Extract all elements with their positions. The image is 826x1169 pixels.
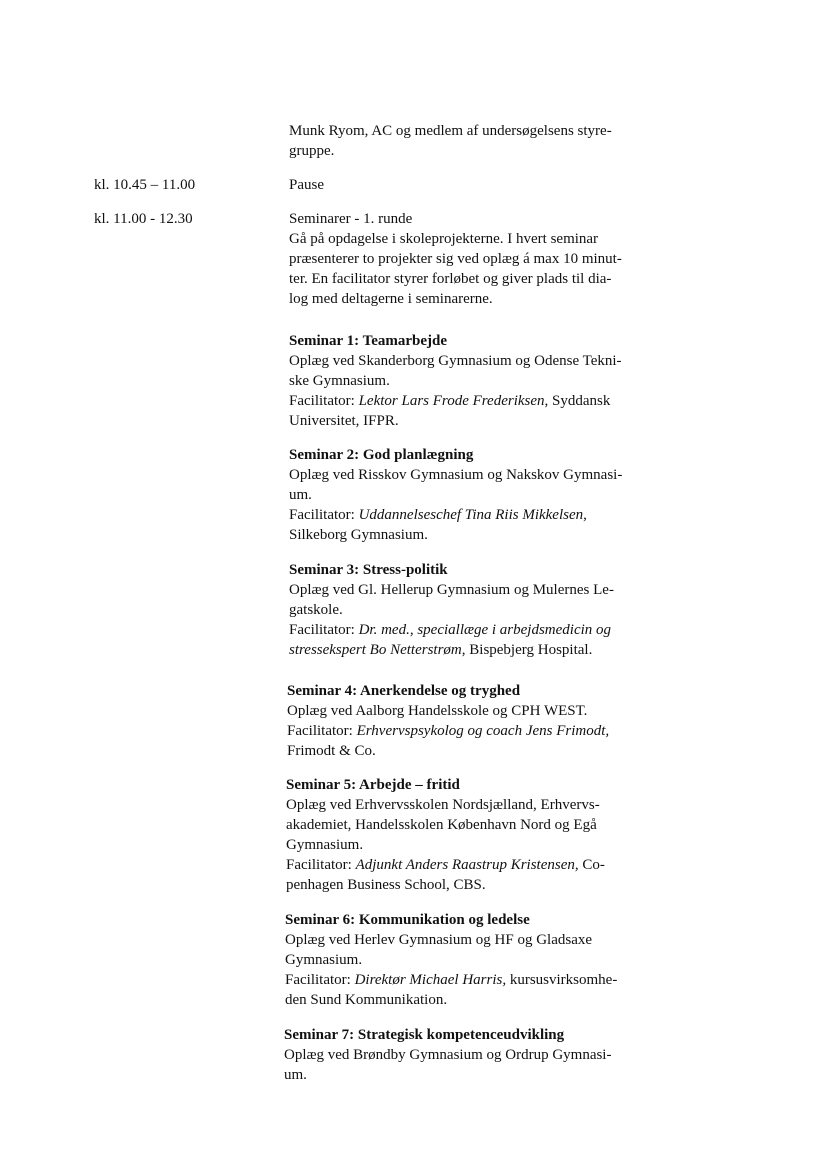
seminar-6: [285, 910, 617, 1010]
seminar-facilitator: [289, 391, 622, 411]
seminar-heading: Seminar 5: Arbejde – fritid: [286, 777, 460, 793]
seminar-4: [287, 681, 609, 761]
seminar-oplaeg-line: Oplæg ved Erhvervsskolen Nordsjælland, Erhvervs-: [286, 797, 600, 813]
schedule-description-line: præsenterer to projekter sig ved oplæg á max 10 minut-: [289, 251, 622, 267]
facilitator-label: Facilitator:: [286, 857, 352, 873]
seminar-5: [286, 775, 605, 895]
schedule-description-line: log med deltagerne i seminarerne.: [289, 291, 493, 307]
facilitator-affiliation-line: penhagen Business School, CBS.: [286, 877, 486, 893]
facilitator-name: Dr. med., speciallæge i arbejdsmedicin og: [358, 622, 612, 638]
seminar-oplaeg-line: Gymnasium.: [286, 837, 364, 853]
seminar-heading: Seminar 6: Kommunikation og ledelse: [285, 912, 530, 928]
seminar-1: [289, 331, 622, 431]
seminar-oplaeg-line: Gymnasium.: [285, 952, 363, 968]
facilitator-name: Uddannelseschef Tina Riis Mikkelsen: [358, 507, 584, 523]
seminar-oplaeg-line: akademiet, Handelsskolen København Nord og Egå: [286, 817, 597, 833]
schedule-time: kl. 10.45 – 11.00: [94, 177, 196, 193]
facilitator-label: Facilitator:: [289, 507, 355, 523]
seminar-facilitator-cont: [289, 640, 614, 660]
seminar-facilitator: [286, 855, 605, 875]
seminar-heading: Seminar 3: Stress-politik: [289, 562, 448, 578]
facilitator-name: Erhvervspsykolog og coach Jens Frimodt,: [356, 723, 610, 739]
seminar-oplaeg-line: ske Gymnasium.: [289, 373, 390, 389]
schedule-entry: [289, 209, 622, 309]
schedule-description-line: ter. En facilitator styrer forløbet og giver plads til dia-: [289, 271, 612, 287]
seminar-facilitator: [289, 505, 622, 525]
facilitator-name: Direktør Michael Harris,: [354, 972, 507, 988]
intro-line: gruppe.: [289, 143, 335, 159]
seminar-oplaeg-line: Oplæg ved Herlev Gymnasium og HF og Gladsaxe: [285, 932, 593, 948]
seminar-heading: Seminar 7: Strategisk kompetenceudvikling: [284, 1027, 565, 1043]
facilitator-label: Facilitator:: [289, 622, 355, 638]
schedule-title: Seminarer - 1. runde: [289, 211, 413, 227]
facilitator-affiliation-line: Frimodt & Co.: [287, 743, 376, 759]
facilitator-name-cont: stressekspert Bo Netterstrøm,: [289, 642, 466, 658]
intro-text: [289, 121, 612, 161]
seminar-oplaeg-line: Oplæg ved Brøndby Gymnasium og Ordrup Gymnasi-: [284, 1047, 612, 1063]
facilitator-affiliation: kursusvirksomhe-: [506, 972, 618, 988]
facilitator-label: Facilitator:: [287, 723, 353, 739]
seminar-facilitator: [289, 620, 614, 640]
seminar-oplaeg-line: um.: [284, 1067, 307, 1083]
seminar-oplaeg-line: um.: [289, 487, 312, 503]
seminar-heading: Seminar 2: God planlægning: [289, 447, 474, 463]
seminar-heading: Seminar 4: Anerkendelse og tryghed: [287, 683, 521, 699]
facilitator-name: Lektor Lars Frode Frederiksen: [358, 393, 545, 409]
seminar-oplaeg-line: Oplæg ved Skanderborg Gymnasium og Odense Tekni-: [289, 353, 622, 369]
seminar-facilitator: [287, 721, 609, 741]
seminar-2: [289, 445, 622, 545]
seminar-oplaeg-line: Oplæg ved Aalborg Handelsskole og CPH WEST.: [287, 703, 588, 719]
facilitator-affiliation: , Syddansk: [544, 393, 611, 409]
facilitator-affiliation-line: den Sund Kommunikation.: [285, 992, 448, 1008]
schedule-time: kl. 11.00 - 12.30: [94, 211, 193, 227]
seminar-facilitator: [285, 970, 617, 990]
facilitator-affiliation: ,: [583, 507, 587, 523]
facilitator-affiliation-line: Silkeborg Gymnasium.: [289, 527, 428, 543]
facilitator-affiliation: Co-: [578, 857, 605, 873]
intro-line: Munk Ryom, AC og medlem af undersøgelsens styre-: [289, 123, 612, 139]
facilitator-name: Adjunkt Anders Raastrup Kristensen,: [355, 857, 579, 873]
schedule-description-line: Gå på opdagelse i skoleprojekterne. I hvert seminar: [289, 231, 599, 247]
facilitator-label: Facilitator:: [289, 393, 355, 409]
seminar-oplaeg-line: Oplæg ved Gl. Hellerup Gymnasium og Mulernes Le-: [289, 582, 614, 598]
facilitator-affiliation: Bispebjerg Hospital.: [465, 642, 593, 658]
schedule-title: Pause: [289, 177, 324, 193]
seminar-oplaeg-line: gatskole.: [289, 602, 343, 618]
seminar-heading: Seminar 1: Teamarbejde: [289, 333, 448, 349]
facilitator-affiliation-line: Universitet, IFPR.: [289, 413, 399, 429]
facilitator-label: Facilitator:: [285, 972, 351, 988]
seminar-oplaeg-line: Oplæg ved Risskov Gymnasium og Nakskov Gymnasi-: [289, 467, 623, 483]
seminar-3: [289, 560, 614, 660]
seminar-7: [284, 1025, 611, 1085]
